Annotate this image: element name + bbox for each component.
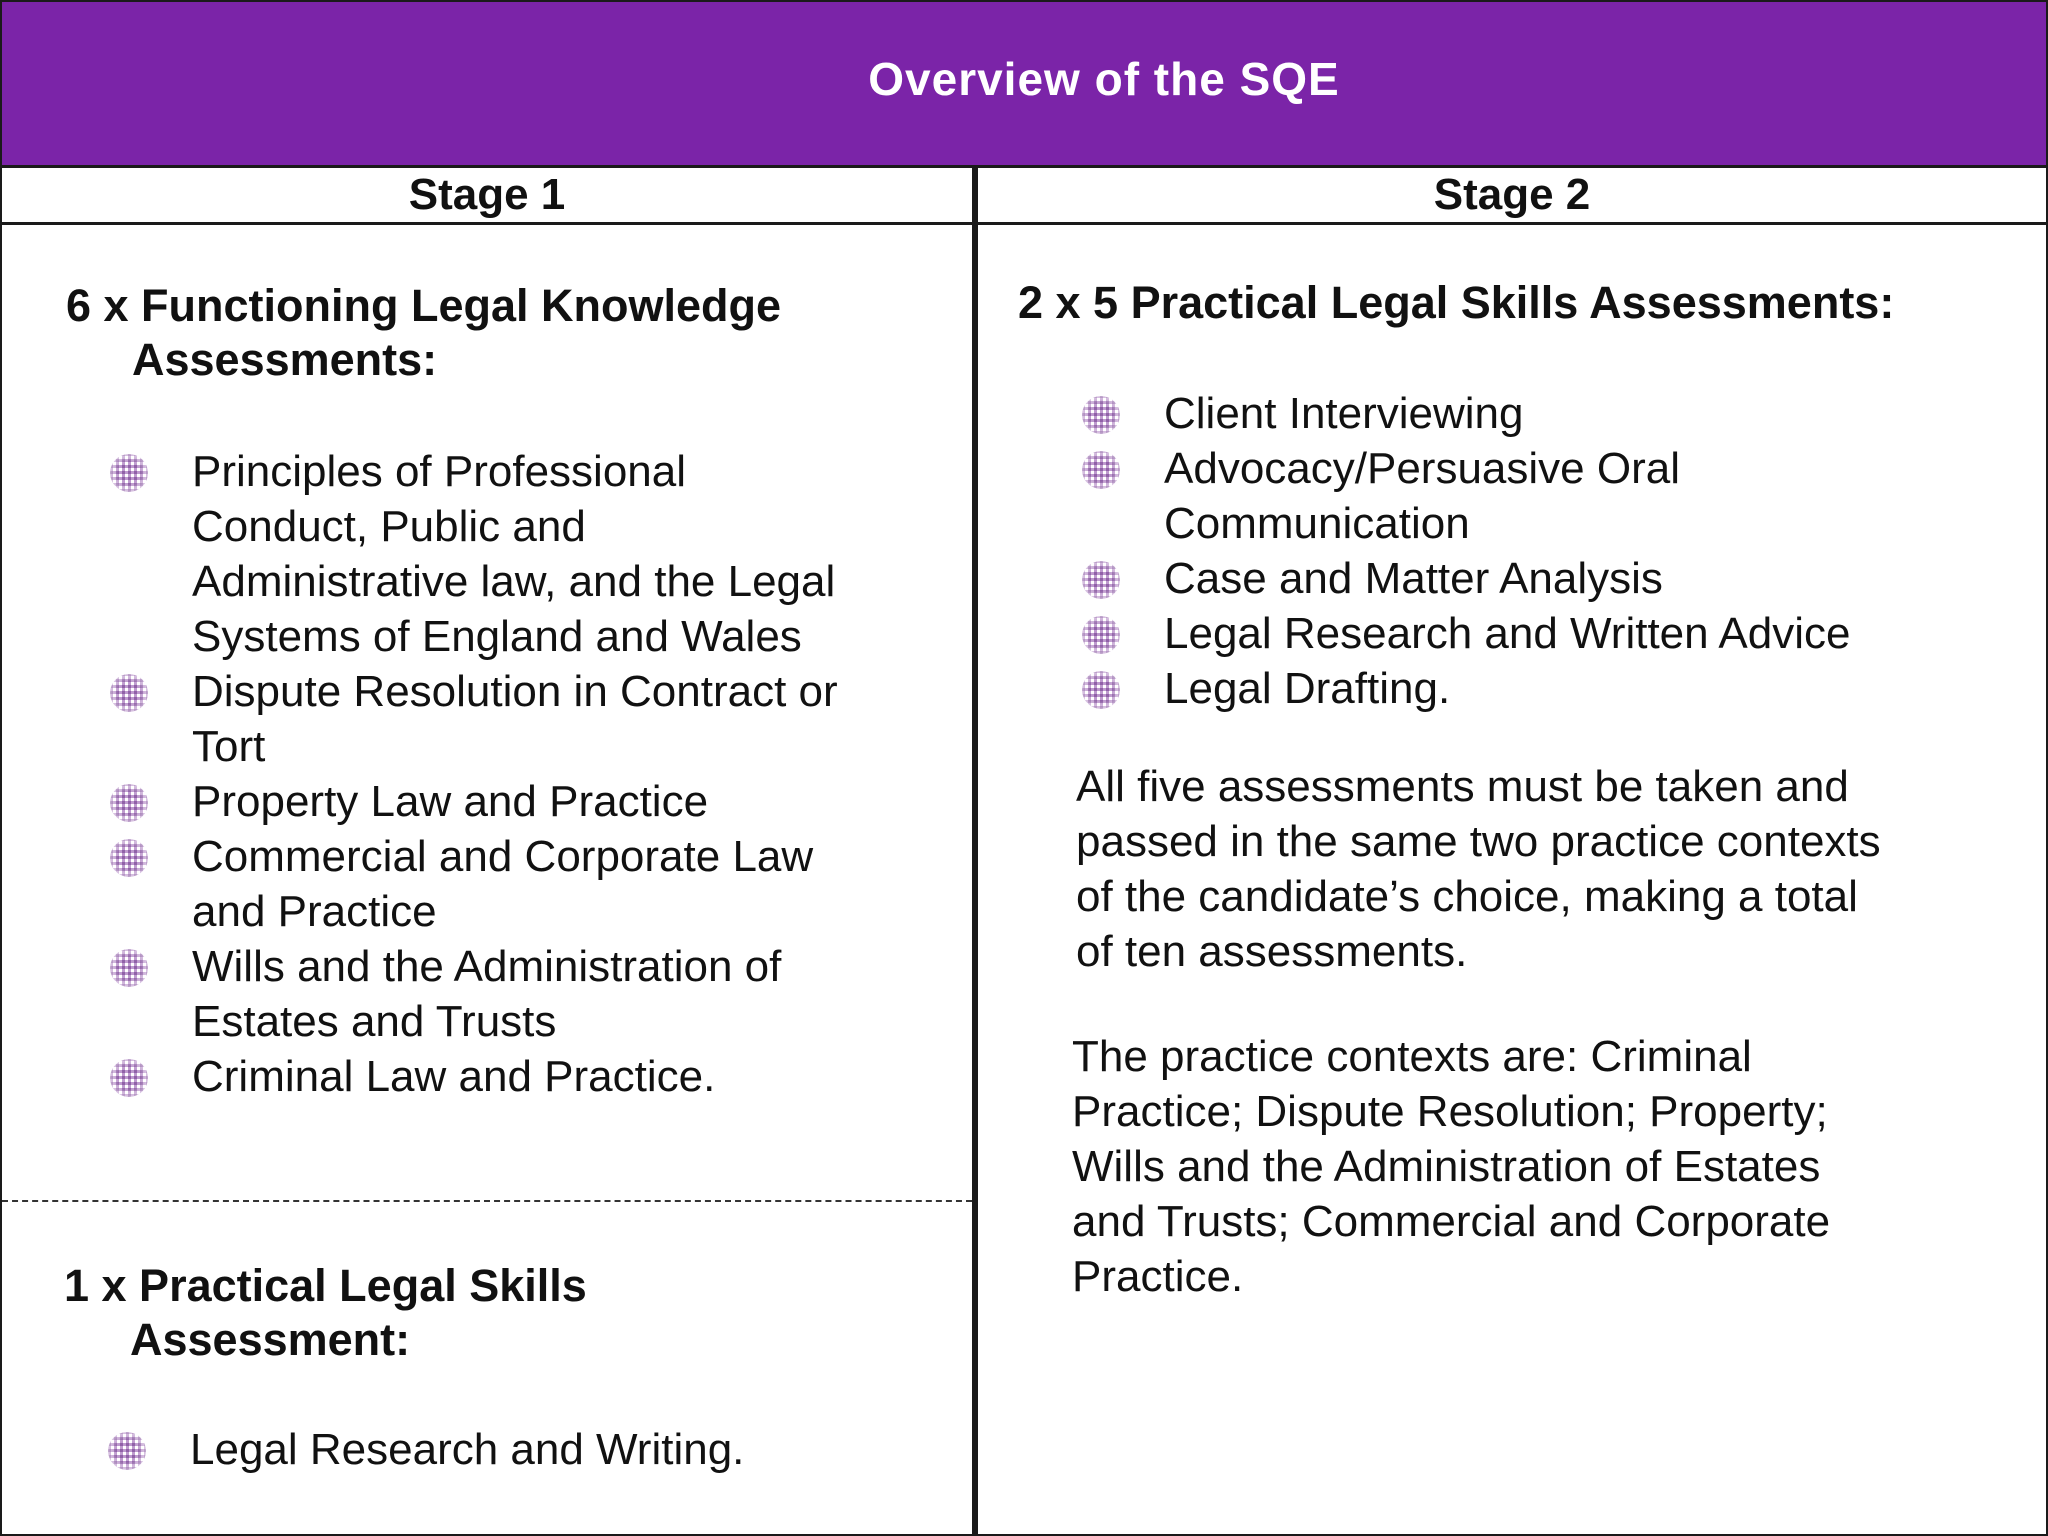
list-item-line: Legal Research and Writing.	[190, 1425, 745, 1474]
stage2-header: Stage 2	[978, 168, 2046, 225]
list-item-line: Client Interviewing	[1164, 389, 1524, 438]
dotted-circle-bullet-icon	[110, 784, 148, 822]
list-item-line: Conduct, Public and	[192, 502, 586, 551]
paragraph-line: The practice contexts are: Criminal	[1072, 1032, 1752, 1081]
paragraph-line: of ten assessments.	[1076, 927, 1468, 976]
list-item-line: Communication	[1164, 499, 1470, 548]
stage2-paragraph-contexts-list	[1072, 1029, 2032, 1304]
paragraph-line: Wills and the Administration of Estates	[1072, 1142, 1821, 1191]
list-item	[1082, 661, 2042, 716]
pls-heading-line2: Assessment:	[130, 1314, 411, 1365]
column-divider	[972, 165, 978, 1536]
list-item-line: Case and Matter Analysis	[1164, 554, 1663, 603]
list-item-line: Estates and Trusts	[192, 997, 557, 1046]
list-item-line: Commercial and Corporate Law	[192, 832, 814, 881]
flk-heading-line2: Assessments:	[132, 334, 438, 385]
list-item	[110, 829, 970, 939]
list-item	[110, 444, 970, 664]
dotted-circle-bullet-icon	[110, 674, 148, 712]
paragraph-line: Practice.	[1072, 1252, 1244, 1301]
paragraph-line: passed in the same two practice contexts	[1076, 817, 1881, 866]
dotted-circle-bullet-icon	[1082, 671, 1120, 709]
flk-heading	[66, 279, 781, 387]
list-item	[110, 939, 970, 1049]
list-item-line: Property Law and Practice	[192, 777, 709, 826]
paragraph-line: Practice; Dispute Resolution; Property;	[1072, 1087, 1828, 1136]
list-item	[108, 1422, 968, 1477]
list-item	[110, 774, 970, 829]
list-item-line: Systems of England and Wales	[192, 612, 802, 661]
list-item-line: Tort	[192, 722, 266, 771]
list-item-line: and Practice	[192, 887, 437, 936]
list-item	[1082, 441, 2042, 551]
list-item-line: Principles of Professional	[192, 447, 687, 496]
dotted-circle-bullet-icon	[108, 1432, 146, 1470]
list-item-line: Wills and the Administration of	[192, 942, 782, 991]
stage1-header: Stage 1	[2, 168, 972, 225]
paragraph-line: All five assessments must be taken and	[1076, 762, 1849, 811]
title-bar	[2, 2, 2046, 168]
dotted-circle-bullet-icon	[110, 839, 148, 877]
stage2-list	[1082, 386, 2042, 716]
dotted-circle-bullet-icon	[1082, 451, 1120, 489]
dotted-circle-bullet-icon	[1082, 561, 1120, 599]
dotted-circle-bullet-icon	[1082, 396, 1120, 434]
dashed-separator	[2, 1200, 972, 1202]
pls-heading	[64, 1259, 587, 1367]
pls-list	[108, 1422, 968, 1477]
list-item-line: Administrative law, and the Legal	[192, 557, 836, 606]
dotted-circle-bullet-icon	[110, 949, 148, 987]
list-item	[110, 664, 970, 774]
list-item	[110, 1049, 970, 1104]
flk-list	[110, 444, 970, 1104]
list-item-line: Advocacy/Persuasive Oral	[1164, 444, 1680, 493]
dotted-circle-bullet-icon	[110, 1059, 148, 1097]
dotted-circle-bullet-icon	[110, 454, 148, 492]
list-item-line: Dispute Resolution in Contract or	[192, 667, 838, 716]
list-item	[1082, 606, 2042, 661]
stage2-paragraph-contexts-rule	[1076, 759, 2036, 979]
paragraph-line: and Trusts; Commercial and Corporate	[1072, 1197, 1831, 1246]
flk-heading-line1: 6 x Functioning Legal Knowledge	[66, 280, 782, 331]
list-item-line: Legal Research and Written Advice	[1164, 609, 1851, 658]
list-item	[1082, 386, 2042, 441]
dotted-circle-bullet-icon	[1082, 616, 1120, 654]
pls-heading-line1: 1 x Practical Legal Skills	[64, 1260, 587, 1311]
stage2-heading: 2 x 5 Practical Legal Skills Assessments:	[1018, 277, 1895, 328]
paragraph-line: of the candidate’s choice, making a total	[1076, 872, 1858, 921]
list-item-line: Criminal Law and Practice.	[192, 1052, 716, 1101]
list-item-line: Legal Drafting.	[1164, 664, 1451, 713]
page-title: Overview of the SQE	[868, 52, 1340, 105]
list-item	[1082, 551, 2042, 606]
